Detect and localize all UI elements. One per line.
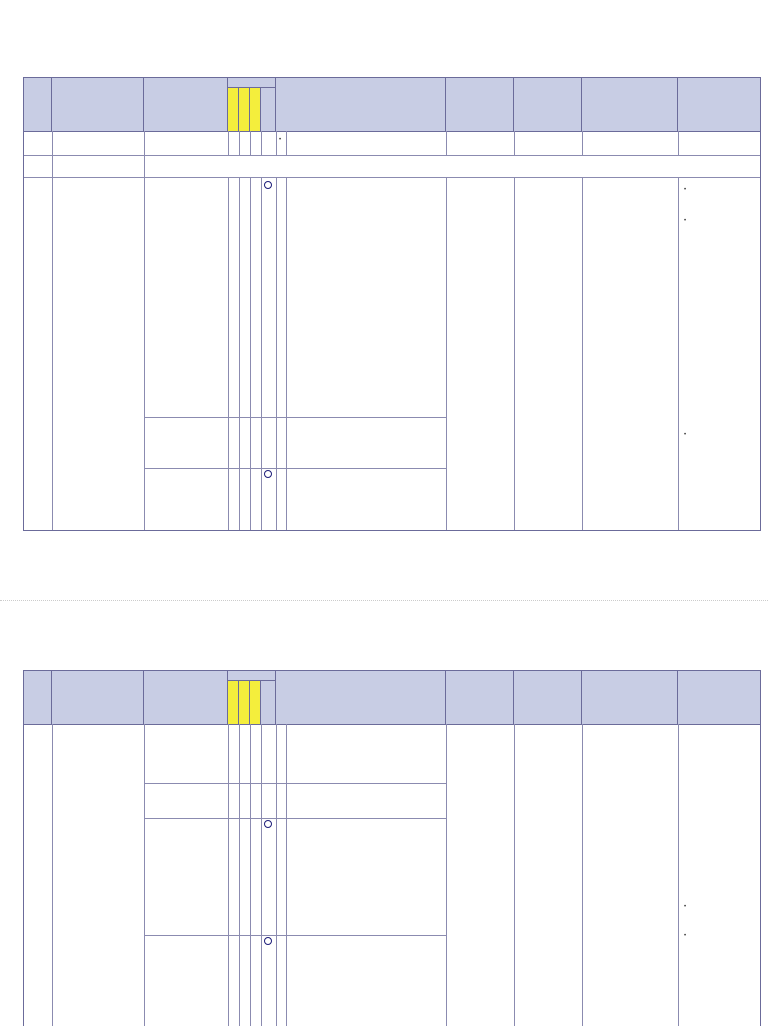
reminder-working-at-height [50,320,142,327]
reminder-confined-space [54,792,144,799]
bullet: • [684,933,687,939]
header-hazard [144,671,228,724]
ram-rank-circle [264,470,272,478]
header-recovery [582,671,678,724]
action-parties [690,901,756,950]
header-description [52,671,144,724]
header-description [52,78,144,131]
header-action [678,671,760,724]
barrier-item [288,134,444,141]
ram-col-severity [239,681,250,724]
ram-col-pear [228,88,239,131]
header-responsible [446,78,514,131]
action-parties-a [690,184,756,247]
reminder-hot-work [54,991,144,998]
bullet: • [279,137,282,143]
table-header [24,671,760,725]
bullet: • [684,432,687,438]
header-consequences [514,671,582,724]
bullet: • [684,904,687,910]
ram-rank-circle [264,820,272,828]
ram-col-probability [250,88,261,131]
ram-col-probability [250,681,261,724]
consequences-text [518,914,580,928]
bullet: • [684,218,687,224]
recovery-measures [584,901,676,939]
header-action [678,78,760,131]
table-header [24,78,760,132]
consequences-text [518,344,580,358]
ram-rating-header [228,78,276,131]
ram-rating-title [228,671,276,681]
header-consequences [514,78,582,131]
jha-table-page-1 [23,77,761,531]
bullet: • [684,187,687,193]
header-job-step [24,78,52,131]
ram-col-rank [261,681,276,724]
header-hazard [144,78,228,131]
ram-col-rank [261,88,276,131]
recovery-measures-a [584,185,676,223]
reminder-heavy-lifting [54,939,144,946]
header-job-step [24,671,52,724]
ram-rank-circle [264,937,272,945]
header-responsible [446,671,514,724]
header-barrier [276,671,446,724]
jha-table-page-2 [23,670,761,1026]
ram-rank-circle [264,181,272,189]
recovery-measures-b [584,418,676,431]
action-parties-b [690,429,756,436]
header-recovery [582,78,678,131]
header-barrier [276,78,446,131]
ram-col-pear [228,681,239,724]
ram-col-severity [239,88,250,131]
ram-rating-title [228,78,276,88]
ram-rating-header [228,671,276,724]
